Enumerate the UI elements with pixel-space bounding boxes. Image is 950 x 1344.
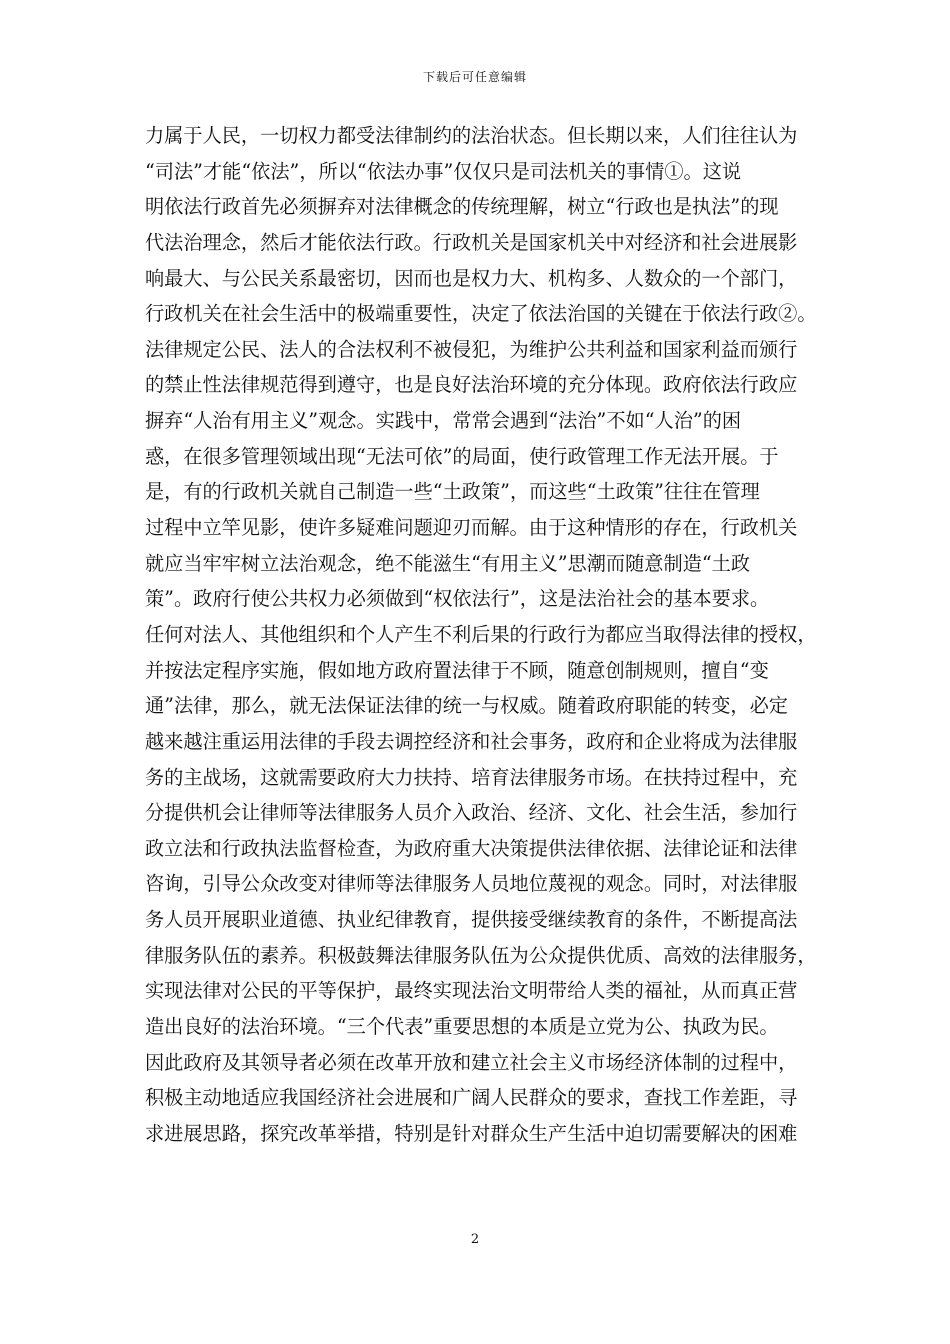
text-line: 明依法行政首先必须摒弃对法律概念的传统理解，树立“行政也是执法”的现 — [145, 195, 779, 219]
text-line: 响最大、与公民关系最密切，因而也是权力大、机构多、人数众的一个部门， — [145, 266, 798, 290]
text-line: 通”法律，那么，就无法保证法律的统一与权威。随着政府职能的转变，必定 — [145, 694, 788, 718]
text-line: 因此政府及其领导者必须在改革开放和建立社会主义市场经济体制的过程中， — [145, 1050, 798, 1074]
text-line: 过程中立竿见影，使许多疑难问题迎刃而解。由于这种情形的存在，行政机关 — [145, 516, 798, 540]
text-line: 摒弃“人治有用主义”观念。实践中，常常会遇到“法治”不如“人治”的困 — [145, 409, 742, 433]
text-line: 任何对法人、其他组织和个人产生不利后果的行政行为都应当取得法律的授权， — [145, 622, 817, 646]
text-line: 实现法律对公民的平等保护，最终实现法治文明带给人类的福祉，从而真正营 — [145, 979, 798, 1003]
text-line: 法律规定公民、法人的合法权利不被侵犯，为维护公共利益和国家利益而颁行 — [145, 337, 798, 361]
body-text — [145, 118, 817, 1152]
text-line: 行政机关在社会生活中的极端重要性，决定了依法治国的关键在于依法行政②。 — [145, 302, 817, 326]
text-line: 务的主战场，这就需要政府大力扶持、培育法律服务市场。在扶持过程中，充 — [145, 765, 798, 789]
text-line: 务人员开展职业道德、执业纪律教育，提供接受继续教育的条件，不断提高法 — [145, 908, 798, 932]
page-number: 2 — [470, 1232, 480, 1247]
text-line: 代法治理念，然后才能依法行政。行政机关是国家机关中对经济和社会进展影 — [145, 230, 798, 254]
text-line: 力属于人民，一切权力都受法律制约的法治状态。但长期以来，人们往往认为 — [145, 124, 798, 147]
text-line: 分提供机会让律师等法律服务人员介入政治、经济、文化、社会生活，参加行 — [145, 801, 798, 825]
text-line: “司法”才能“依法”，所以“依法办事”仅仅只是司法机关的事情①。这说 — [145, 159, 742, 183]
text-line: 策”。政府行使公共权力必须做到“权依法行”，这是法治社会的基本要求。 — [145, 587, 770, 611]
text-line: 政立法和行政执法监督检查，为政府重大决策提供法律依据、法律论证和法律 — [145, 836, 798, 860]
text-line: 越来越注重运用法律的手段去调控经济和社会事务，政府和企业将成为法律服 — [145, 729, 798, 753]
text-line: 积极主动地适应我国经济社会进展和广阔人民群众的要求，查找工作差距，寻 — [145, 1086, 798, 1110]
text-line: 惑，在很多管理领域出现“无法可依”的局面，使行政管理工作无法开展。于 — [145, 444, 779, 468]
text-line: 并按法定程序实施，假如地方政府置法律于不顾，随意创制规则，擅自“变 — [145, 658, 769, 682]
text-line: 律服务队伍的素养。积极鼓舞法律服务队伍为公众提供优质、高效的法律服务， — [145, 943, 817, 967]
text-line: 咨询，引导公众改变对律师等法律服务人员地位蔑视的观念。同时，对法律服 — [145, 872, 798, 896]
text-line: 就应当牢牢树立法治观念，绝不能滋生“有用主义”思潮而随意制造“土政 — [145, 551, 751, 575]
text-line: 是，有的行政机关就自己制造一些“土政策”，而这些“土政策”往往在管理 — [145, 480, 760, 504]
text-line: 造出良好的法治环境。“三个代表”重要思想的本质是立党为公、执政为民。 — [145, 1015, 779, 1039]
text-line: 求进展思路，探究改革举措，特别是针对群众生产生活中迫切需要解决的困难 — [145, 1121, 798, 1145]
text-line: 的禁止性法律规范得到遵守，也是良好法治环境的充分体现。政府依法行政应 — [145, 373, 798, 397]
page-header: 下载后可任意编辑 — [422, 70, 527, 84]
